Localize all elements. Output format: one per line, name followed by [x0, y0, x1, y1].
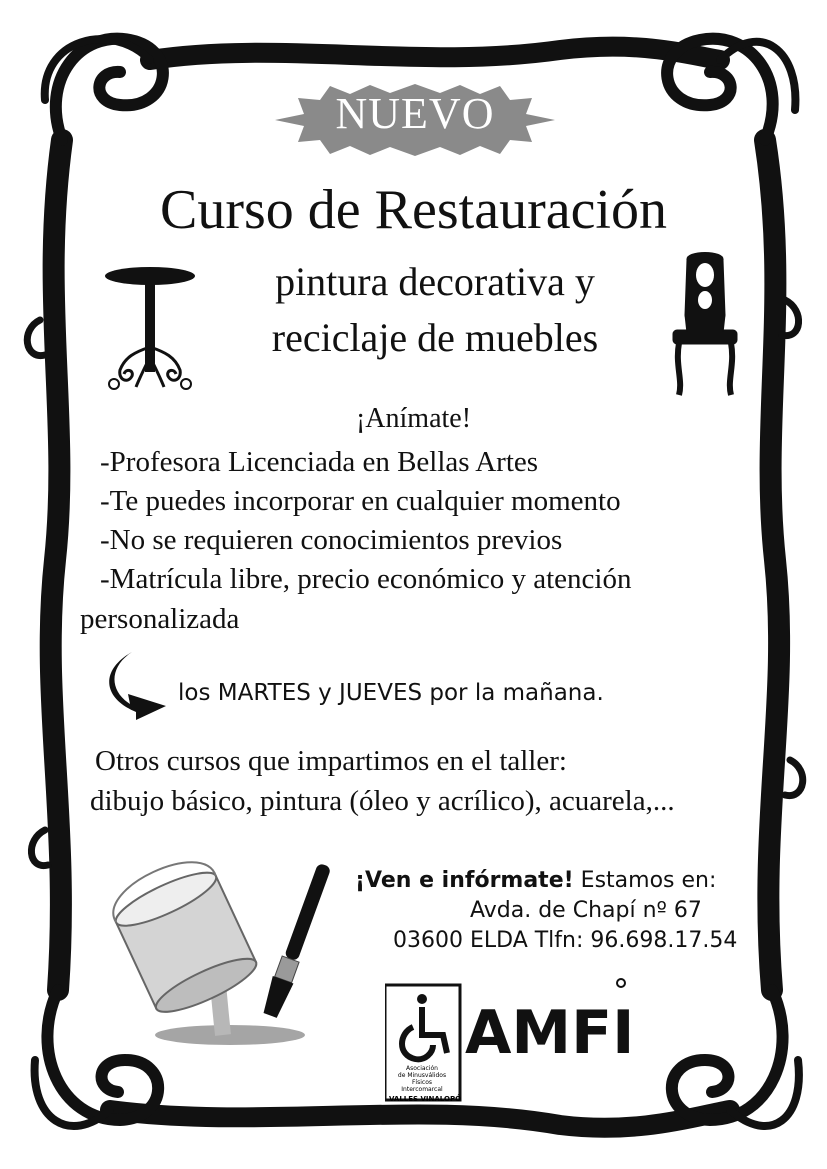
bullet-item: -Te puedes incorporar en cualquier momento — [100, 485, 621, 517]
schedule-text: los MARTES y JUEVES por la mañana. — [178, 680, 604, 706]
logo-wordmark: AMFI — [465, 998, 635, 1068]
bullet-item: -Matrícula libre, precio económico y atención — [100, 563, 632, 595]
other-courses-heading: Otros cursos que impartimos en el taller: — [95, 745, 567, 777]
bullet-item: -No se requieren conocimientos previos — [100, 524, 563, 556]
table-icon — [100, 262, 200, 392]
chair-icon — [665, 245, 745, 400]
intro-text: ¡Anímate! — [355, 403, 472, 434]
cta-text: ¡Ven e infórmate! — [355, 868, 574, 893]
logo-region: VALLES VINALOPÓ — [388, 1095, 462, 1103]
logo-desc-1: Asociación — [406, 1065, 438, 1072]
bullet-item: -Profesora Licenciada en Bellas Artes — [100, 446, 539, 478]
subtitle-line-1: pintura decorativa y — [275, 259, 595, 304]
nuevo-label: NUEVO — [335, 89, 495, 138]
contact-line-1 — [355, 868, 716, 893]
address: Avda. de Chapí nº 67 — [470, 898, 702, 923]
logo-desc-4: Intercomarcal — [401, 1086, 443, 1093]
bullet-continuation: personalizada — [80, 603, 240, 635]
logo-desc-2: de Minusválidos — [397, 1072, 447, 1079]
location-intro: Estamos en: — [580, 868, 717, 893]
amfi-logo — [385, 975, 645, 1105]
course-title: Curso de Restauración — [160, 179, 667, 241]
curved-arrow-icon — [100, 648, 172, 720]
other-courses-list: dibujo básico, pintura (óleo y acrílico), acuarela,... — [90, 785, 675, 817]
subtitle-line-2: reciclaje de muebles — [271, 315, 599, 360]
logo-desc-3: Físicos — [411, 1079, 433, 1086]
paint-can-icon — [105, 860, 345, 1050]
city-phone: 03600 ELDA Tlfn: 96.698.17.54 — [393, 928, 738, 953]
